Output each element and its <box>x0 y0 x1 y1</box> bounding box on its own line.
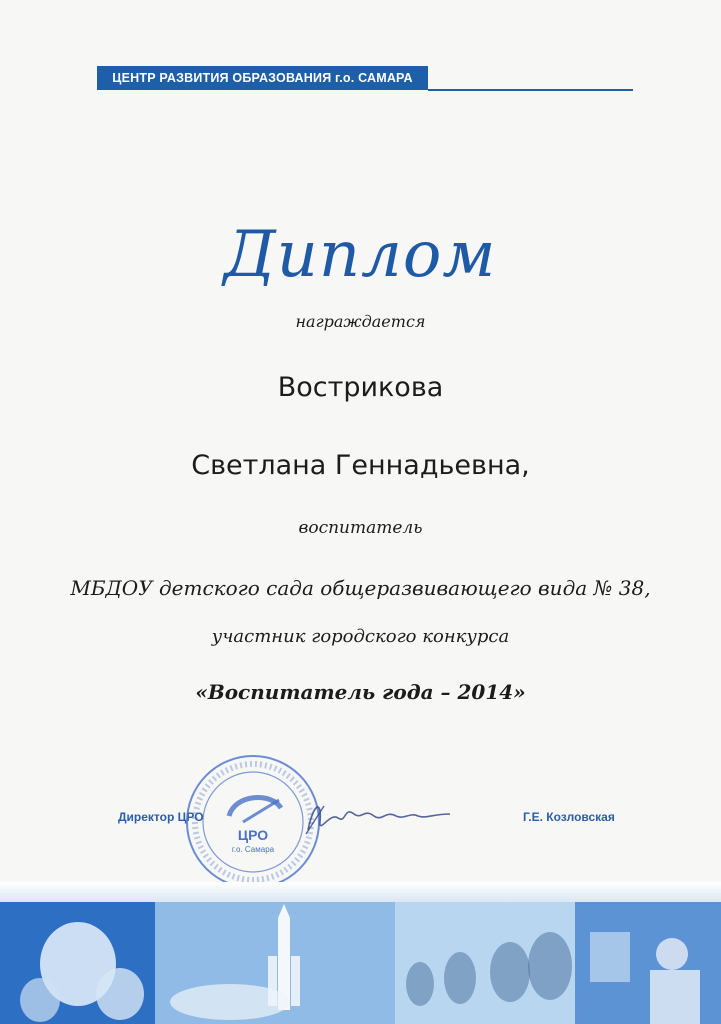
photo-collage <box>0 902 721 1024</box>
signer-name: Г.Е. Козловская <box>523 810 615 824</box>
contest-name: «Воспитатель года – 2014» <box>195 680 526 704</box>
diploma-title: Диплом <box>223 218 497 292</box>
recipient-names: Светлана Геннадьевна, <box>191 450 530 481</box>
participant-text: участник городского конкурса <box>211 626 510 647</box>
stamp-sub-text: г.о. Самара <box>231 845 275 854</box>
recipient-organization: МБДОУ детского сада общеразвивающего вида № 38, <box>70 576 651 600</box>
awarded-text: награждается <box>295 312 426 331</box>
bottom-divider <box>0 882 721 902</box>
director-label: Директор ЦРО <box>118 810 204 824</box>
header-banner <box>97 66 428 90</box>
header-organization: ЦЕНТР РАЗВИТИЯ ОБРАЗОВАНИЯ г.о. САМАРА <box>112 71 413 85</box>
recipient-position: воспитатель <box>298 518 423 538</box>
handwritten-signature <box>300 792 460 842</box>
header-rule <box>428 89 633 91</box>
stamp-center-text: ЦРО <box>237 827 269 843</box>
recipient-surname: Вострикова <box>277 372 444 403</box>
decorative-photo-band <box>0 902 721 1024</box>
